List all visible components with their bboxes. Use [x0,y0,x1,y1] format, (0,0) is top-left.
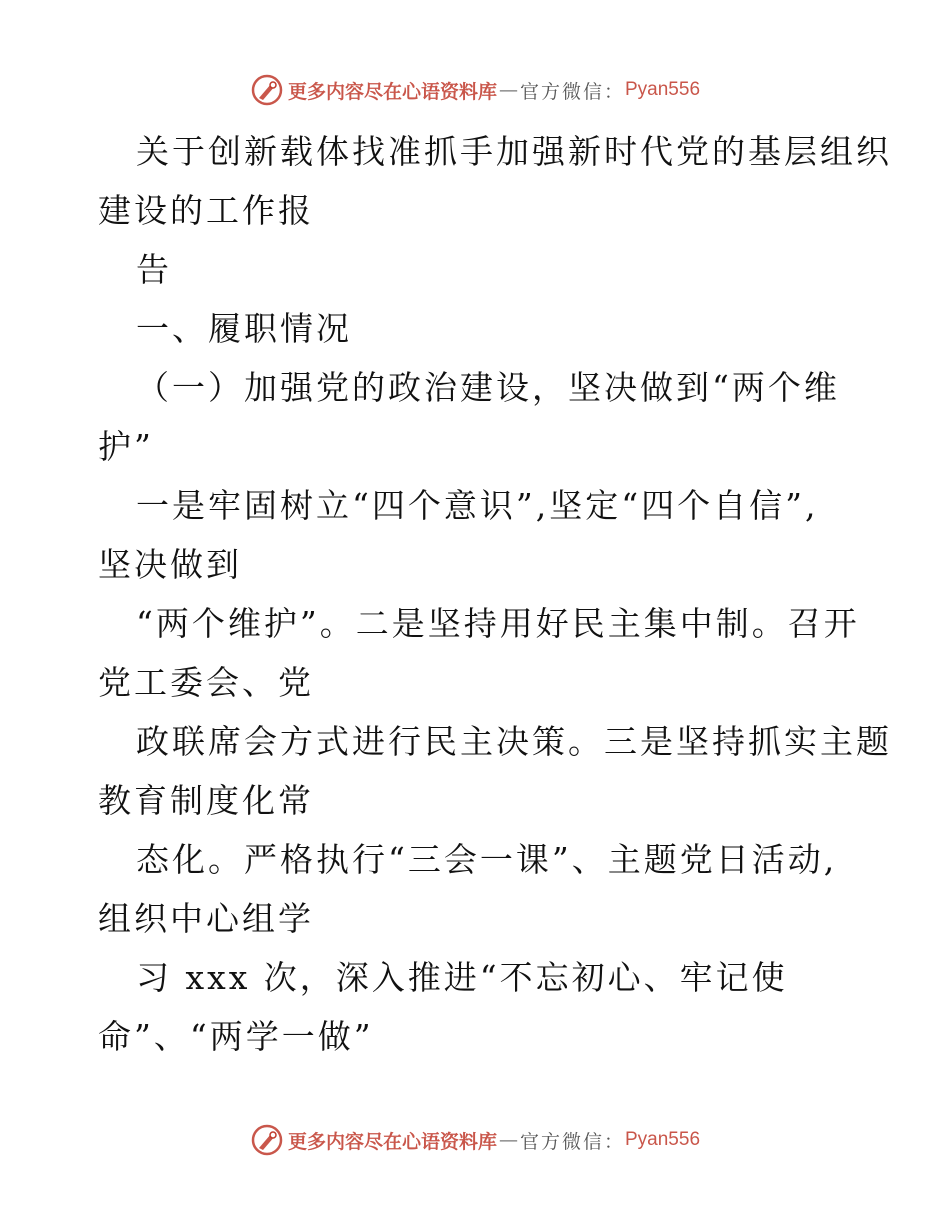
watermark-brand: 更多内容尽在心语资料库 [287,1130,497,1153]
pen-logo-icon [250,73,284,107]
paragraph-line: “两个维护”。二是坚持用好民主集中制。召开 [136,604,860,643]
paragraph-line: 党工委会、党 [98,663,314,702]
paragraph-line: 组织中心组学 [98,899,314,938]
section-heading: 一、履职情况 [136,309,352,348]
footer-watermark [0,1120,950,1160]
header-watermark [0,70,950,110]
watermark-dash: — [498,79,518,101]
watermark-official-label: 官方微信： [519,1130,625,1153]
paragraph-line: 教育制度化常 [98,781,314,820]
watermark-wechat-id: Pyan556 [625,79,701,100]
pen-logo-icon [250,1123,284,1157]
subsection-heading: （一）加强党的政治建设，坚决做到“两个维 [136,368,840,407]
paragraph-line: 习 xxx 次，深入推进“不忘初心、牢记使 [136,958,788,997]
paragraph-line: 政联席会方式进行民主决策。三是坚持抓实主题 [136,722,892,761]
subsection-heading-cont: 护” [98,427,154,466]
watermark-dash: — [498,1129,518,1151]
watermark-wechat-id: Pyan556 [625,1129,701,1150]
doc-title-line-1: 关于创新载体找准抓手加强新时代党的基层组织 [136,132,892,171]
watermark-brand: 更多内容尽在心语资料库 [287,80,497,103]
paragraph-line: 一是牢固树立“四个意识”,坚定“四个自信”, [136,486,819,525]
paragraph-line: 命”、“两学一做” [98,1017,374,1056]
doc-title-line-2: 建设的工作报 [98,191,314,230]
document-body [98,122,892,1066]
watermark-official-label: 官方微信： [519,80,625,103]
paragraph-line: 态化。严格执行“三会一课”、主题党日活动, [136,840,838,879]
paragraph-line: 坚决做到 [98,545,242,584]
doc-title-line-3: 告 [136,250,172,289]
